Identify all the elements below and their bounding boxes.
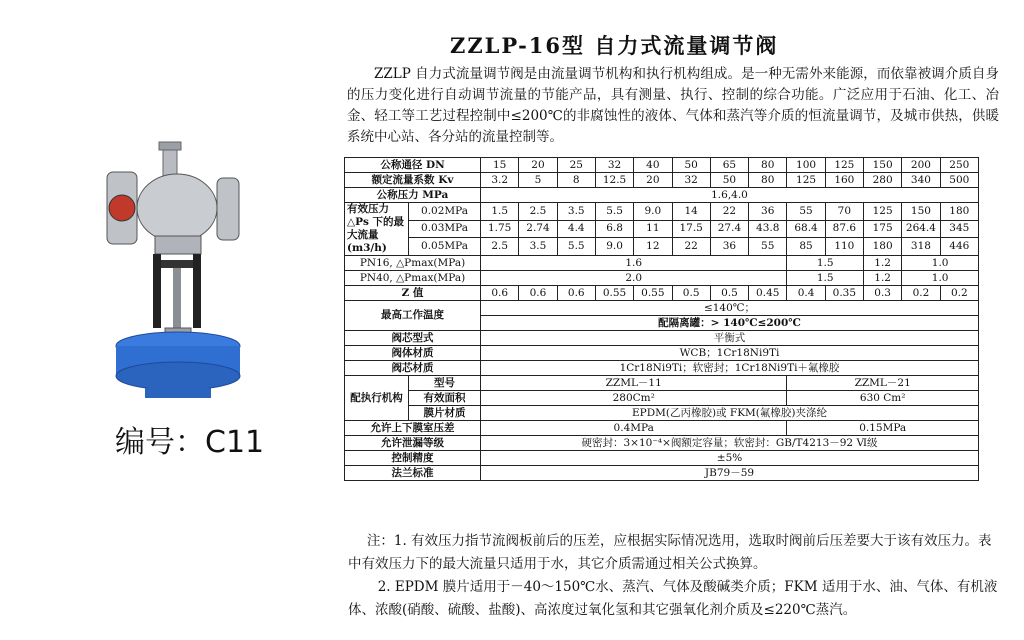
core-type-value: 平衡式	[481, 331, 979, 346]
dn-cell: 40	[634, 158, 672, 173]
dn-label: 公称通径 DN	[345, 158, 481, 173]
table-row-actuator	[345, 406, 979, 421]
z-cell: 0.4	[787, 286, 825, 301]
z-label: Z 值	[345, 286, 481, 301]
table-row-pn16	[345, 256, 979, 271]
flow-cell: 36	[710, 238, 748, 256]
flow-cell: 6.8	[595, 220, 633, 238]
flow-cell: 1.75	[481, 220, 519, 238]
flow-cell: 264.4	[902, 220, 940, 238]
pressure-diff-label: 允许上下膜室压差	[345, 421, 481, 436]
flow-pressure: 0.05MPa	[409, 238, 481, 256]
pn16-cell: 1.2	[863, 256, 901, 271]
flow-cell: 9.0	[595, 238, 633, 256]
flow-cell: 175	[863, 220, 901, 238]
core-material-label: 阀芯材质	[345, 361, 481, 376]
table-row-actuator	[345, 391, 979, 406]
body-material-label: 阀体材质	[345, 346, 481, 361]
flow-cell: 4.4	[557, 220, 595, 238]
kv-cell: 160	[825, 173, 863, 188]
kv-cell: 125	[787, 173, 825, 188]
valve-image	[105, 140, 275, 405]
dn-cell: 25	[557, 158, 595, 173]
flow-pressure: 0.02MPa	[409, 203, 481, 221]
flow-cell: 110	[825, 238, 863, 256]
body-material-value: WCB；1Cr18Ni9Ti	[481, 346, 979, 361]
table-row-flow	[345, 220, 979, 238]
dn-cell: 15	[481, 158, 519, 173]
kv-cell: 340	[902, 173, 940, 188]
pn16-cell: 1.6	[481, 256, 787, 271]
table-row-flow	[345, 238, 979, 256]
flow-pressure: 0.03MPa	[409, 220, 481, 238]
core-type-label: 阀芯型式	[345, 331, 481, 346]
dn-cell: 20	[519, 158, 557, 173]
page-title: ZZLP-16型 自力式流量调节阀	[450, 33, 779, 58]
flow-cell: 2.5	[519, 203, 557, 221]
flow-label: 有效压力 △Ps 下的最大流量 (m3/h)	[345, 203, 409, 256]
pressure-diff-value: 0.15MPa	[787, 421, 979, 436]
z-cell: 0.55	[595, 286, 633, 301]
table-row-actuator	[345, 376, 979, 391]
z-cell: 0.2	[940, 286, 978, 301]
intro-paragraph: ZZLP 自力式流量调节阀是由流量调节机构和执行机构组成。是一种无需外来能源，而依靠被调介质自身的压力变化进行自动调节流量的节能产品，具有测量、执行、控制的综合功能。广泛应用于石油、化工、冶金、轻工等工艺过程控制中≤200℃的非腐蚀性的液体、气体和蒸汽等介质的恒流量调节，及城市供热，供暖系统中心站、各分站的流量控制等。	[347, 66, 999, 145]
flow-cell: 36	[749, 203, 787, 221]
model-label: 型号	[409, 376, 481, 391]
membrane-value: EPDM(乙丙橡胶)或 FKM(氟橡胶)夹涤纶	[481, 406, 979, 421]
dn-cell: 32	[595, 158, 633, 173]
pn40-cell: 2.0	[481, 271, 787, 286]
actuator-label: 配执行机构	[345, 376, 409, 421]
flow-cell: 12	[634, 238, 672, 256]
z-cell: 0.6	[481, 286, 519, 301]
table-row-pn	[345, 188, 979, 203]
kv-cell: 3.2	[481, 173, 519, 188]
table-row-body-mat	[345, 346, 979, 361]
table-row-core-mat	[345, 361, 979, 376]
table-row-temp	[345, 301, 979, 316]
temp-value: ≤140℃；	[481, 301, 979, 316]
z-cell: 0.2	[902, 286, 940, 301]
temp-value: 配隔离罐：> 140℃≤200℃	[481, 316, 979, 331]
flow-cell: 180	[863, 238, 901, 256]
flow-cell: 22	[710, 203, 748, 221]
dn-cell: 125	[825, 158, 863, 173]
table-row-dn	[345, 158, 979, 173]
flow-cell: 5.5	[557, 238, 595, 256]
pn40-cell: 1.2	[863, 271, 901, 286]
spec-table	[344, 157, 979, 481]
flow-cell: 68.4	[787, 220, 825, 238]
accuracy-value: ±5%	[481, 451, 979, 466]
pn16-cell: 1.5	[787, 256, 864, 271]
flow-cell: 43.8	[749, 220, 787, 238]
z-cell: 0.55	[634, 286, 672, 301]
flow-cell: 22	[672, 238, 710, 256]
kv-cell: 80	[749, 173, 787, 188]
area-value: 630 Cm²	[787, 391, 979, 406]
area-value: 280Cm²	[481, 391, 787, 406]
z-cell: 0.6	[557, 286, 595, 301]
flange-label: 法兰标准	[345, 466, 481, 481]
kv-cell: 20	[634, 173, 672, 188]
pn16-label: PN16, △Pmax(MPa)	[345, 256, 481, 271]
z-cell: 0.35	[825, 286, 863, 301]
kv-cell: 5	[519, 173, 557, 188]
dn-cell: 200	[902, 158, 940, 173]
kv-cell: 12.5	[595, 173, 633, 188]
flow-cell: 5.5	[595, 203, 633, 221]
membrane-label: 膜片材质	[409, 406, 481, 421]
flow-cell: 125	[863, 203, 901, 221]
product-code: 编号：C11	[115, 425, 265, 460]
pn40-label: PN40, △Pmax(MPa)	[345, 271, 481, 286]
model-value: ZZML－21	[787, 376, 979, 391]
z-cell: 0.5	[710, 286, 748, 301]
dn-cell: 65	[710, 158, 748, 173]
pn40-cell: 1.0	[902, 271, 979, 286]
note-item: 注：1. 有效压力指节流阀板前后的压差，应根据实际情况选用，选取时阀前后压差要大于该有效压力。表中有效压力下的最大流量只适用于水，其它介质需通过相关公式换算。	[348, 533, 992, 572]
flow-cell: 150	[902, 203, 940, 221]
flow-cell: 180	[940, 203, 978, 221]
accuracy-label: 控制精度	[345, 451, 481, 466]
z-cell: 0.3	[863, 286, 901, 301]
dn-cell: 50	[672, 158, 710, 173]
flow-cell: 11	[634, 220, 672, 238]
kv-cell: 8	[557, 173, 595, 188]
flow-cell: 27.4	[710, 220, 748, 238]
flow-cell: 3.5	[519, 238, 557, 256]
leak-value: 硬密封：3×10⁻⁴×阀额定容量；软密封：GB/T4213－92 Ⅵ级	[481, 436, 979, 451]
kv-cell: 50	[710, 173, 748, 188]
table-row-accuracy	[345, 451, 979, 466]
temp-label: 最高工作温度	[345, 301, 481, 331]
flow-cell: 3.5	[557, 203, 595, 221]
note-item: 2. EPDM 膜片适用于－40～150℃水、蒸汽、气体及酸碱类介质；FKM 适用于水、油、气体、有机液体、浓酸(硝酸、硫酸、盐酸)、高浓度过氧化氢和其它强氧化剂介质及≤220℃蒸汽。	[348, 579, 998, 618]
flow-cell: 55	[749, 238, 787, 256]
pn40-cell: 1.5	[787, 271, 864, 286]
kv-cell: 280	[863, 173, 901, 188]
flow-cell: 87.6	[825, 220, 863, 238]
product-panel	[0, 0, 345, 640]
flow-cell: 345	[940, 220, 978, 238]
table-row-z	[345, 286, 979, 301]
dn-cell: 250	[940, 158, 978, 173]
table-row-pn40	[345, 271, 979, 286]
dn-cell: 100	[787, 158, 825, 173]
model-value: ZZML－11	[481, 376, 787, 391]
dn-cell: 80	[749, 158, 787, 173]
kv-cell: 32	[672, 173, 710, 188]
table-row-flow	[345, 203, 979, 221]
table-row-kv	[345, 173, 979, 188]
area-label: 有效面积	[409, 391, 481, 406]
pn16-cell: 1.0	[902, 256, 979, 271]
table-row-flange	[345, 466, 979, 481]
leak-label: 允许泄漏等级	[345, 436, 481, 451]
table-row-leak	[345, 436, 979, 451]
z-cell: 0.6	[519, 286, 557, 301]
flow-cell: 2.5	[481, 238, 519, 256]
z-cell: 0.45	[749, 286, 787, 301]
core-material-value: 1Cr18Ni9Ti；软密封；1Cr18Ni9Ti＋氟橡胶	[481, 361, 979, 376]
flow-cell: 14	[672, 203, 710, 221]
pressure-diff-value: 0.4MPa	[481, 421, 787, 436]
notes	[348, 530, 1000, 622]
z-cell: 0.5	[672, 286, 710, 301]
kv-cell: 500	[940, 173, 978, 188]
flow-cell: 1.5	[481, 203, 519, 221]
flow-cell: 2.74	[519, 220, 557, 238]
flow-cell: 55	[787, 203, 825, 221]
intro-text	[347, 64, 999, 148]
table-row-diff	[345, 421, 979, 436]
flow-cell: 70	[825, 203, 863, 221]
kv-label: 额定流量系数 Kv	[345, 173, 481, 188]
flow-cell: 9.0	[634, 203, 672, 221]
flow-cell: 85	[787, 238, 825, 256]
flow-cell: 446	[940, 238, 978, 256]
flow-cell: 17.5	[672, 220, 710, 238]
pn-label: 公称压力 MPa	[345, 188, 481, 203]
flange-value: JB79－59	[481, 466, 979, 481]
dn-cell: 150	[863, 158, 901, 173]
table-row-core-type	[345, 331, 979, 346]
flow-cell: 318	[902, 238, 940, 256]
pn-value: 1.6,4.0	[481, 188, 979, 203]
